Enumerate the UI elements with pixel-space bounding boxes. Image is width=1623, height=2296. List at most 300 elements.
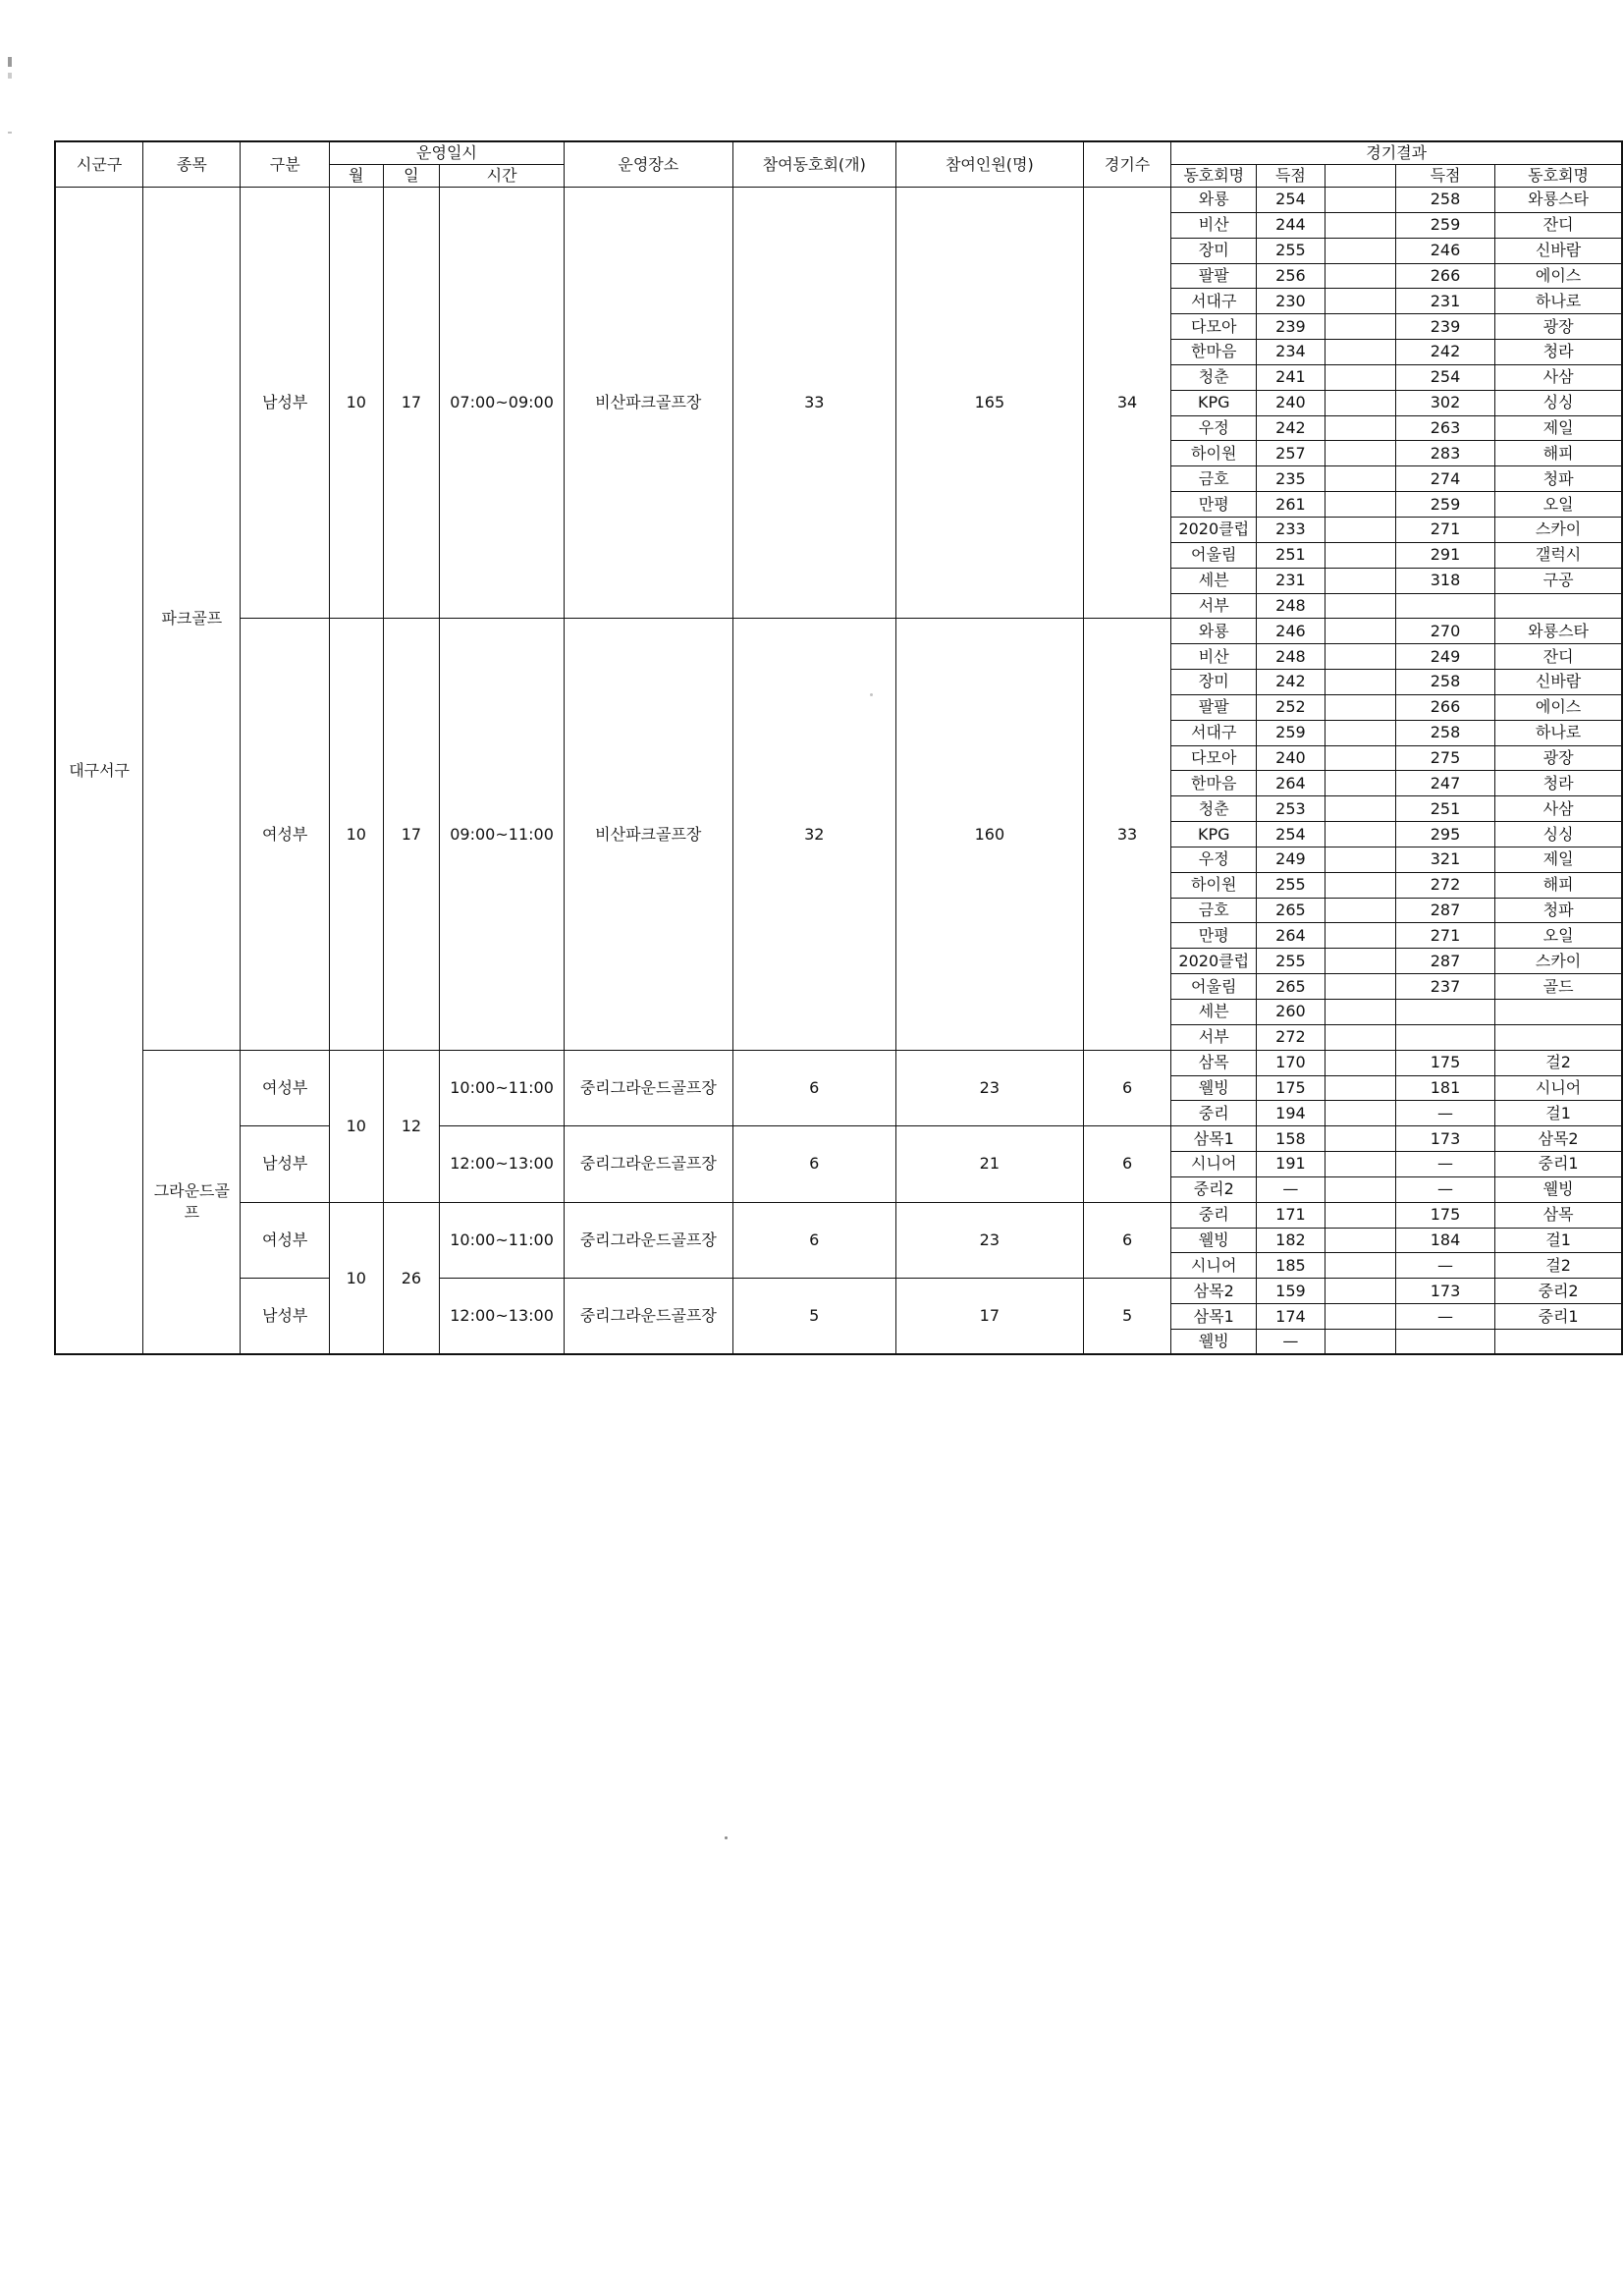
score-right: 287: [1395, 949, 1494, 974]
score-left: 246: [1257, 619, 1325, 644]
clubs-count-cell: 33: [732, 188, 895, 619]
result-spacer: [1325, 212, 1395, 238]
score-right: 175: [1395, 1202, 1494, 1228]
club-name-left: 어울림: [1171, 974, 1257, 1000]
score-right: 263: [1395, 415, 1494, 441]
result-spacer: [1325, 1000, 1395, 1025]
table-row: [55, 1279, 1622, 1304]
score-left: 265: [1257, 974, 1325, 1000]
result-spacer: [1325, 1253, 1395, 1279]
clubs-count-cell: 6: [732, 1202, 895, 1279]
club-name-right: 스카이: [1495, 517, 1622, 542]
score-left: 260: [1257, 1000, 1325, 1025]
header-club-name-right: 동호회명: [1495, 165, 1622, 188]
month-cell: 10: [329, 1202, 383, 1354]
result-spacer: [1325, 619, 1395, 644]
club-name-left: KPG: [1171, 822, 1257, 847]
score-right: 237: [1395, 974, 1494, 1000]
club-name-right: [1495, 1000, 1622, 1025]
score-right: 283: [1395, 441, 1494, 466]
club-name-right: 중리2: [1495, 1279, 1622, 1304]
club-name-right: [1495, 1329, 1622, 1354]
club-name-left: 중리: [1171, 1202, 1257, 1228]
score-right: [1395, 1329, 1494, 1354]
score-right: 175: [1395, 1050, 1494, 1075]
score-left: 240: [1257, 390, 1325, 415]
result-spacer: [1325, 188, 1395, 213]
score-left: 231: [1257, 568, 1325, 593]
result-spacer: [1325, 720, 1395, 745]
score-right: 239: [1395, 314, 1494, 340]
table-body: [55, 188, 1622, 1355]
result-spacer: [1325, 923, 1395, 949]
result-spacer: [1325, 1050, 1395, 1075]
club-name-right: [1495, 593, 1622, 619]
club-name-right: [1495, 1024, 1622, 1050]
score-left: 241: [1257, 364, 1325, 390]
score-left: 185: [1257, 1253, 1325, 1279]
score-right: 173: [1395, 1279, 1494, 1304]
score-right: —: [1395, 1101, 1494, 1126]
score-left: 230: [1257, 289, 1325, 314]
games-count-cell: 6: [1083, 1050, 1171, 1126]
score-right: [1395, 1024, 1494, 1050]
people-count-cell: 165: [895, 188, 1083, 619]
venue-cell: 중리그라운드골프장: [564, 1202, 732, 1279]
score-right: 173: [1395, 1126, 1494, 1152]
day-cell: 12: [383, 1050, 440, 1202]
club-name-left: 세븐: [1171, 568, 1257, 593]
result-spacer: [1325, 1202, 1395, 1228]
club-name-right: 청라: [1495, 340, 1622, 365]
club-name-left: KPG: [1171, 390, 1257, 415]
result-spacer: [1325, 847, 1395, 872]
result-spacer: [1325, 1126, 1395, 1152]
result-spacer: [1325, 1228, 1395, 1253]
score-right: 287: [1395, 898, 1494, 923]
time-cell: 10:00~11:00: [440, 1050, 565, 1126]
club-name-left: 웰빙: [1171, 1329, 1257, 1354]
score-left: 182: [1257, 1228, 1325, 1253]
club-name-right: 웰빙: [1495, 1176, 1622, 1202]
results-table: [54, 140, 1623, 1355]
header-sport: 종목: [143, 141, 241, 188]
month-cell: 10: [329, 619, 383, 1050]
club-name-left: 비산: [1171, 212, 1257, 238]
result-spacer: [1325, 1152, 1395, 1177]
club-name-right: 청파: [1495, 898, 1622, 923]
score-left: 256: [1257, 263, 1325, 289]
result-spacer: [1325, 745, 1395, 771]
club-name-right: 중리1: [1495, 1152, 1622, 1177]
score-left: 272: [1257, 1024, 1325, 1050]
club-name-left: 세븐: [1171, 1000, 1257, 1025]
club-name-right: 걸1: [1495, 1228, 1622, 1253]
division-cell: 남성부: [241, 1279, 330, 1355]
clubs-count-cell: 6: [732, 1050, 895, 1126]
club-name-left: 한마음: [1171, 340, 1257, 365]
score-left: 252: [1257, 694, 1325, 720]
club-name-left: 다모아: [1171, 314, 1257, 340]
venue-cell: 중리그라운드골프장: [564, 1050, 732, 1126]
score-left: 257: [1257, 441, 1325, 466]
club-name-right: 하나로: [1495, 289, 1622, 314]
club-name-left: 팔팔: [1171, 694, 1257, 720]
score-right: 275: [1395, 745, 1494, 771]
club-name-right: 제일: [1495, 847, 1622, 872]
club-name-left: 팔팔: [1171, 263, 1257, 289]
score-right: [1395, 1000, 1494, 1025]
score-right: 271: [1395, 517, 1494, 542]
club-name-right: 삼목: [1495, 1202, 1622, 1228]
score-right: 259: [1395, 212, 1494, 238]
result-spacer: [1325, 238, 1395, 263]
club-name-left: 만평: [1171, 492, 1257, 518]
score-right: 318: [1395, 568, 1494, 593]
games-count-cell: 6: [1083, 1126, 1171, 1203]
club-name-right: 광장: [1495, 314, 1622, 340]
score-right: 251: [1395, 796, 1494, 822]
score-right: 321: [1395, 847, 1494, 872]
score-left: 242: [1257, 670, 1325, 695]
score-left: 240: [1257, 745, 1325, 771]
club-name-left: 와룡: [1171, 188, 1257, 213]
result-spacer: [1325, 822, 1395, 847]
club-name-left: 하이원: [1171, 441, 1257, 466]
score-right: 254: [1395, 364, 1494, 390]
table-row: [55, 1050, 1622, 1075]
score-right: 266: [1395, 263, 1494, 289]
games-count-cell: 6: [1083, 1202, 1171, 1279]
people-count-cell: 23: [895, 1050, 1083, 1126]
club-name-left: 시니어: [1171, 1152, 1257, 1177]
scan-margin-mark: [8, 57, 12, 67]
result-spacer: [1325, 542, 1395, 568]
club-name-left: 장미: [1171, 670, 1257, 695]
club-name-right: 싱싱: [1495, 822, 1622, 847]
club-name-left: 서대구: [1171, 289, 1257, 314]
result-spacer: [1325, 1304, 1395, 1330]
score-left: —: [1257, 1329, 1325, 1354]
division-cell: 여성부: [241, 619, 330, 1050]
score-left: 265: [1257, 898, 1325, 923]
score-right: 258: [1395, 188, 1494, 213]
result-spacer: [1325, 492, 1395, 518]
result-spacer: [1325, 593, 1395, 619]
score-left: —: [1257, 1176, 1325, 1202]
club-name-right: 걸2: [1495, 1253, 1622, 1279]
score-right: 295: [1395, 822, 1494, 847]
score-right: 231: [1395, 289, 1494, 314]
score-left: 255: [1257, 949, 1325, 974]
club-name-left: 금호: [1171, 466, 1257, 492]
result-spacer: [1325, 390, 1395, 415]
division-cell: 남성부: [241, 188, 330, 619]
result-spacer: [1325, 898, 1395, 923]
club-name-left: 삼목1: [1171, 1126, 1257, 1152]
club-name-left: 삼목2: [1171, 1279, 1257, 1304]
result-spacer: [1325, 872, 1395, 898]
venue-cell: 중리그라운드골프장: [564, 1279, 732, 1355]
score-left: 264: [1257, 923, 1325, 949]
club-name-right: 골드: [1495, 974, 1622, 1000]
result-spacer: [1325, 1075, 1395, 1101]
score-left: 235: [1257, 466, 1325, 492]
club-name-left: 비산: [1171, 644, 1257, 670]
games-count-cell: 34: [1083, 188, 1171, 619]
club-name-left: 삼목: [1171, 1050, 1257, 1075]
score-left: 194: [1257, 1101, 1325, 1126]
score-left: 261: [1257, 492, 1325, 518]
score-left: 191: [1257, 1152, 1325, 1177]
table-row: [55, 1202, 1622, 1228]
result-spacer: [1325, 694, 1395, 720]
result-spacer: [1325, 1279, 1395, 1304]
club-name-left: 서부: [1171, 593, 1257, 619]
scan-margin-mark: [8, 132, 12, 134]
score-right: 249: [1395, 644, 1494, 670]
club-name-right: 오일: [1495, 923, 1622, 949]
score-left: 234: [1257, 340, 1325, 365]
club-name-left: 청춘: [1171, 796, 1257, 822]
header-time: 시간: [440, 165, 565, 188]
score-left: 170: [1257, 1050, 1325, 1075]
club-name-right: 청파: [1495, 466, 1622, 492]
score-left: 171: [1257, 1202, 1325, 1228]
score-right: [1395, 593, 1494, 619]
sport-cell: 그라운드골프: [143, 1050, 241, 1354]
score-right: —: [1395, 1152, 1494, 1177]
club-name-right: 에이스: [1495, 263, 1622, 289]
header-division: 구분: [241, 141, 330, 188]
venue-cell: 비산파크골프장: [564, 188, 732, 619]
score-left: 244: [1257, 212, 1325, 238]
score-right: 181: [1395, 1075, 1494, 1101]
header-clubs: 참여동호회(개): [732, 141, 895, 188]
score-left: 159: [1257, 1279, 1325, 1304]
club-name-right: 신바람: [1495, 670, 1622, 695]
result-spacer: [1325, 771, 1395, 796]
club-name-right: 신바람: [1495, 238, 1622, 263]
score-left: 259: [1257, 720, 1325, 745]
club-name-right: 하나로: [1495, 720, 1622, 745]
time-cell: 10:00~11:00: [440, 1202, 565, 1279]
result-spacer: [1325, 289, 1395, 314]
score-right: 184: [1395, 1228, 1494, 1253]
header-games: 경기수: [1083, 141, 1171, 188]
club-name-right: 스카이: [1495, 949, 1622, 974]
header-club-name-left: 동호회명: [1171, 165, 1257, 188]
time-cell: 09:00~11:00: [440, 619, 565, 1050]
club-name-left: 하이원: [1171, 872, 1257, 898]
club-name-right: 와룡스타: [1495, 188, 1622, 213]
club-name-left: 서대구: [1171, 720, 1257, 745]
club-name-left: 우정: [1171, 415, 1257, 441]
division-cell: 여성부: [241, 1202, 330, 1279]
month-cell: 10: [329, 1050, 383, 1202]
score-left: 242: [1257, 415, 1325, 441]
club-name-right: 사삼: [1495, 796, 1622, 822]
club-name-left: 중리2: [1171, 1176, 1257, 1202]
header-results: 경기결과: [1171, 141, 1622, 165]
clubs-count-cell: 5: [732, 1279, 895, 1355]
result-spacer: [1325, 415, 1395, 441]
time-cell: 12:00~13:00: [440, 1279, 565, 1355]
club-name-left: 2020클럽: [1171, 517, 1257, 542]
score-right: 246: [1395, 238, 1494, 263]
club-name-right: 와룡스타: [1495, 619, 1622, 644]
score-left: 158: [1257, 1126, 1325, 1152]
club-name-left: 중리: [1171, 1101, 1257, 1126]
score-right: 302: [1395, 390, 1494, 415]
score-right: —: [1395, 1304, 1494, 1330]
header-month: 월: [329, 165, 383, 188]
score-left: 254: [1257, 822, 1325, 847]
people-count-cell: 160: [895, 619, 1083, 1050]
result-spacer: [1325, 644, 1395, 670]
score-right: 270: [1395, 619, 1494, 644]
score-right: 271: [1395, 923, 1494, 949]
score-right: 274: [1395, 466, 1494, 492]
club-name-left: 금호: [1171, 898, 1257, 923]
club-name-right: 걸1: [1495, 1101, 1622, 1126]
club-name-right: 제일: [1495, 415, 1622, 441]
table-row: [55, 1126, 1622, 1152]
club-name-left: 2020클럽: [1171, 949, 1257, 974]
club-name-right: 구공: [1495, 568, 1622, 593]
games-count-cell: 33: [1083, 619, 1171, 1050]
people-count-cell: 21: [895, 1126, 1083, 1203]
header-spacer: [1325, 165, 1395, 188]
score-right: —: [1395, 1176, 1494, 1202]
club-name-right: 갤럭시: [1495, 542, 1622, 568]
games-count-cell: 5: [1083, 1279, 1171, 1355]
club-name-left: 한마음: [1171, 771, 1257, 796]
month-cell: 10: [329, 188, 383, 619]
venue-cell: 비산파크골프장: [564, 619, 732, 1050]
day-cell: 26: [383, 1202, 440, 1354]
score-right: —: [1395, 1253, 1494, 1279]
header-score-left: 득점: [1257, 165, 1325, 188]
score-left: 253: [1257, 796, 1325, 822]
clubs-count-cell: 6: [732, 1126, 895, 1203]
club-name-right: 중리1: [1495, 1304, 1622, 1330]
result-spacer: [1325, 364, 1395, 390]
club-name-right: 잔디: [1495, 644, 1622, 670]
score-left: 255: [1257, 872, 1325, 898]
day-cell: 17: [383, 619, 440, 1050]
club-name-left: 청춘: [1171, 364, 1257, 390]
club-name-right: 에이스: [1495, 694, 1622, 720]
club-name-right: 해피: [1495, 872, 1622, 898]
score-right: 258: [1395, 720, 1494, 745]
result-spacer: [1325, 1176, 1395, 1202]
club-name-right: 청라: [1495, 771, 1622, 796]
result-spacer: [1325, 263, 1395, 289]
scan-speck: [725, 1836, 728, 1839]
club-name-left: 어울림: [1171, 542, 1257, 568]
result-spacer: [1325, 974, 1395, 1000]
score-right: 242: [1395, 340, 1494, 365]
score-left: 248: [1257, 593, 1325, 619]
club-name-left: 시니어: [1171, 1253, 1257, 1279]
score-left: 249: [1257, 847, 1325, 872]
score-left: 254: [1257, 188, 1325, 213]
score-left: 264: [1257, 771, 1325, 796]
division-cell: 남성부: [241, 1126, 330, 1203]
score-left: 239: [1257, 314, 1325, 340]
club-name-left: 서부: [1171, 1024, 1257, 1050]
result-spacer: [1325, 949, 1395, 974]
score-right: 272: [1395, 872, 1494, 898]
club-name-right: 삼목2: [1495, 1126, 1622, 1152]
table-header: [55, 141, 1622, 188]
score-right: 266: [1395, 694, 1494, 720]
day-cell: 17: [383, 188, 440, 619]
club-name-left: 만평: [1171, 923, 1257, 949]
club-name-left: 장미: [1171, 238, 1257, 263]
time-cell: 07:00~09:00: [440, 188, 565, 619]
score-left: 174: [1257, 1304, 1325, 1330]
club-name-right: 오일: [1495, 492, 1622, 518]
venue-cell: 중리그라운드골프장: [564, 1126, 732, 1203]
result-spacer: [1325, 796, 1395, 822]
result-spacer: [1325, 466, 1395, 492]
club-name-left: 우정: [1171, 847, 1257, 872]
header-score-right: 득점: [1395, 165, 1494, 188]
score-right: 291: [1395, 542, 1494, 568]
result-spacer: [1325, 441, 1395, 466]
clubs-count-cell: 32: [732, 619, 895, 1050]
score-left: 175: [1257, 1075, 1325, 1101]
club-name-left: 와룡: [1171, 619, 1257, 644]
table-row: [55, 188, 1622, 213]
score-left: 251: [1257, 542, 1325, 568]
club-name-right: 걸2: [1495, 1050, 1622, 1075]
result-spacer: [1325, 568, 1395, 593]
result-spacer: [1325, 517, 1395, 542]
people-count-cell: 17: [895, 1279, 1083, 1355]
header-people: 참여인원(명): [895, 141, 1083, 188]
result-spacer: [1325, 1101, 1395, 1126]
club-name-left: 다모아: [1171, 745, 1257, 771]
score-left: 248: [1257, 644, 1325, 670]
header-day: 일: [383, 165, 440, 188]
score-right: 258: [1395, 670, 1494, 695]
club-name-right: 잔디: [1495, 212, 1622, 238]
header-district: 시군구: [55, 141, 143, 188]
club-name-left: 삼목1: [1171, 1304, 1257, 1330]
people-count-cell: 23: [895, 1202, 1083, 1279]
division-cell: 여성부: [241, 1050, 330, 1126]
result-spacer: [1325, 1024, 1395, 1050]
score-left: 255: [1257, 238, 1325, 263]
header-schedule: 운영일시: [329, 141, 564, 165]
district-cell: 대구서구: [55, 188, 143, 1355]
result-spacer: [1325, 1329, 1395, 1354]
club-name-left: 웰빙: [1171, 1075, 1257, 1101]
header-venue: 운영장소: [564, 141, 732, 188]
score-left: 233: [1257, 517, 1325, 542]
scan-margin-mark: [8, 73, 12, 79]
result-spacer: [1325, 340, 1395, 365]
club-name-left: 웰빙: [1171, 1228, 1257, 1253]
sport-cell: 파크골프: [143, 188, 241, 1051]
score-right: 259: [1395, 492, 1494, 518]
club-name-right: 시니어: [1495, 1075, 1622, 1101]
score-right: 247: [1395, 771, 1494, 796]
club-name-right: 싱싱: [1495, 390, 1622, 415]
